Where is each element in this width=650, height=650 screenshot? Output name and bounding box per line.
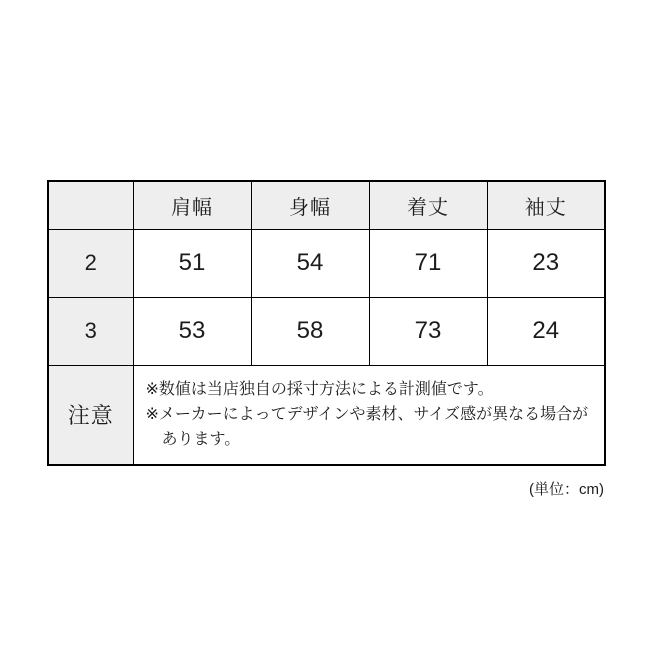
note-cell [133, 365, 605, 465]
note-line-maker: ※メーカーによってデザインや素材、サイズ感が異なる場合が [145, 406, 589, 424]
note-line-maker-continued: あります。 [161, 431, 241, 449]
cell-sleeve-length: 23 [487, 229, 605, 297]
cell-body-width: 58 [251, 297, 369, 365]
cell-length: 73 [369, 297, 487, 365]
col-header-sleeve-length: 袖丈 [487, 181, 605, 229]
unit-label: (単位：cm) [529, 481, 604, 498]
row-header-size: 3 [48, 297, 133, 365]
note-row [48, 365, 605, 465]
note-label: 注意 [48, 365, 133, 465]
row-header-size: 2 [48, 229, 133, 297]
cell-body-width: 54 [251, 229, 369, 297]
table-row-size-3 [48, 297, 605, 365]
cell-sleeve-length: 24 [487, 297, 605, 365]
col-header-shoulder-width: 肩幅 [133, 181, 251, 229]
size-chart-table [47, 180, 606, 466]
header-row [48, 181, 605, 229]
table-row-size-2 [48, 229, 605, 297]
cell-shoulder-width: 53 [133, 297, 251, 365]
col-header-body-width: 身幅 [251, 181, 369, 229]
size-chart [47, 180, 604, 499]
note-line-measurement: ※数値は当店独自の採寸方法による計測値です。 [145, 381, 494, 399]
col-header-length: 着丈 [369, 181, 487, 229]
cell-shoulder-width: 51 [133, 229, 251, 297]
cell-length: 71 [369, 229, 487, 297]
corner-cell [48, 181, 133, 229]
